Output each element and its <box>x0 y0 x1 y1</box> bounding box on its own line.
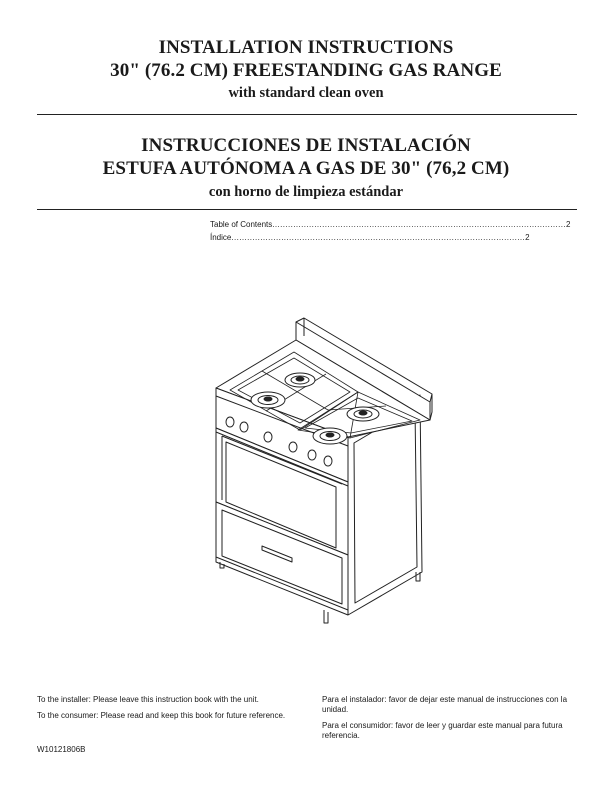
toc-entry-indice[interactable] <box>210 233 530 246</box>
spanish-title-block <box>0 134 612 202</box>
toc-entry-contents[interactable] <box>210 220 571 233</box>
installer-note-es: Para el instalador: favor de dejar este manual de instrucciones con la unidad. <box>322 695 568 714</box>
part-number: W10121806B <box>37 745 86 754</box>
table-of-contents <box>210 220 571 246</box>
consumer-note-en: To the consumer: Please read and keep this book for future reference. <box>37 711 286 720</box>
divider-top <box>37 114 577 115</box>
toc-page: 2 <box>566 220 571 229</box>
english-title-line1: INSTALLATION INSTRUCTIONS <box>158 37 454 58</box>
spanish-title-line1: INSTRUCCIONES DE INSTALACIÓN <box>141 135 471 156</box>
gas-range-illustration <box>208 310 433 635</box>
toc-label: Índice <box>210 233 232 242</box>
spanish-title-line2: ESTUFA AUTÓNOMA A GAS DE 30" (76,2 CM) <box>102 158 510 179</box>
divider-bottom <box>37 209 577 210</box>
consumer-note-es: Para el consumidor: favor de leer y guardar este manual para futura referencia. <box>322 721 563 740</box>
toc-label: Table of Contents <box>210 220 273 229</box>
english-title-block <box>0 36 612 103</box>
footer-spanish <box>322 695 578 747</box>
toc-leader: ................................................................................................................ <box>272 220 567 229</box>
footer-english <box>37 695 299 727</box>
english-subtitle: with standard clean oven <box>228 85 384 101</box>
toc-page: 2 <box>525 233 530 242</box>
spanish-subtitle: con horno de limpieza estándar <box>208 184 404 200</box>
toc-leader: ................................................................................................................ <box>231 233 526 242</box>
installer-note-en: To the installer: Please leave this instruction book with the unit. <box>37 695 259 704</box>
english-title-line2: 30" (76.2 CM) FREESTANDING GAS RANGE <box>110 60 502 81</box>
